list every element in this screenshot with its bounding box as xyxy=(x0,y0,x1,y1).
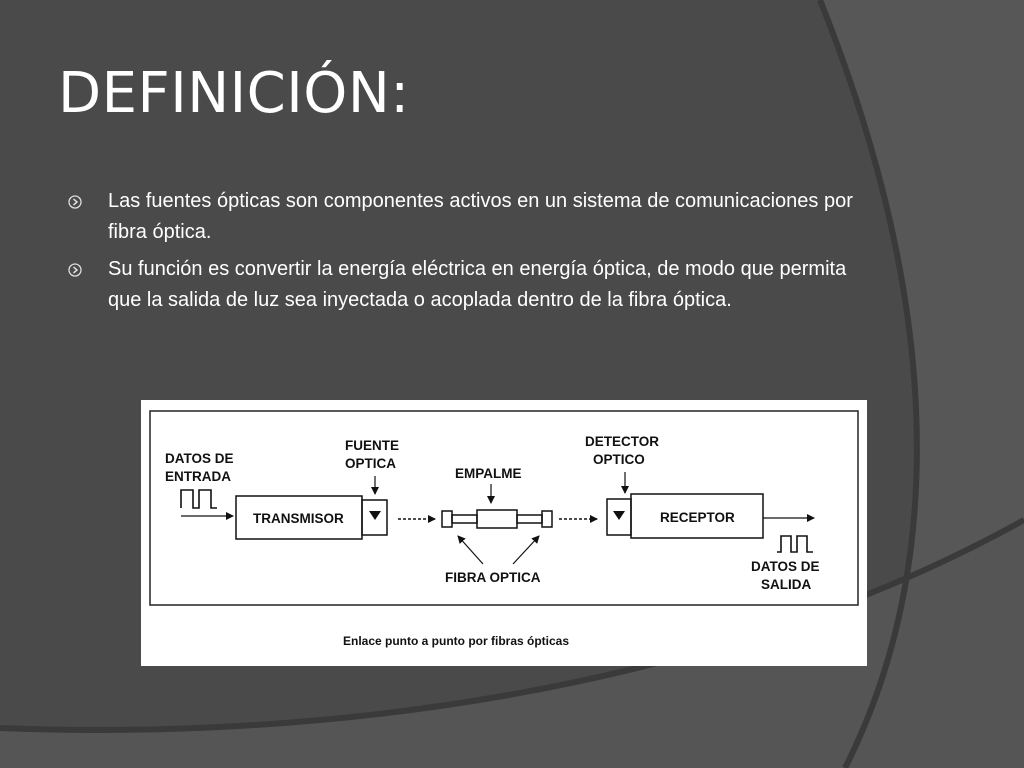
svg-text:FUENTE xyxy=(345,438,399,453)
svg-text:EMPALME xyxy=(455,466,522,481)
bullet-item xyxy=(68,254,858,316)
label-empalme: EMPALME xyxy=(455,466,522,481)
led-icon xyxy=(369,511,381,520)
fiber-link-diagram xyxy=(141,400,867,666)
label-datos-entrada-1: DATOS DE xyxy=(165,451,234,466)
bullet-text: Las fuentes ópticas son componentes activos en un sistema de comunicaciones por fibra óptica. xyxy=(108,190,853,243)
label-datos-entrada-2: ENTRADA xyxy=(165,469,231,484)
bullet-item xyxy=(68,186,858,248)
bullet-list xyxy=(68,186,858,322)
svg-text:OPTICA xyxy=(345,456,396,471)
label-datos-salida-2: SALIDA xyxy=(761,577,812,592)
svg-text:Enlace punto a punto por fibra xyxy=(343,634,569,648)
label-datos-salida-1: DATOS DE xyxy=(751,559,820,574)
slide-title: DEFINICIÓN: xyxy=(58,61,410,126)
svg-text:FIBRA OPTICA xyxy=(445,570,541,585)
label-receptor: RECEPTOR xyxy=(660,510,735,525)
label-detector-optico-1: DETECTOR xyxy=(585,434,660,449)
label-fibra-optica: FIBRA OPTICA xyxy=(445,570,541,585)
diagram-caption: Enlace punto a punto por fibras ópticas xyxy=(343,634,570,648)
svg-text:DATOS DE xyxy=(165,451,234,466)
label-detector-optico-2: OPTICO xyxy=(593,452,645,467)
svg-text:RECEPTOR xyxy=(660,510,735,525)
label-fuente-optica-1: FUENTE xyxy=(345,438,399,453)
bullet-text: Su función es convertir la energía eléctrica en energía óptica, de modo que permita que la salida de luz sea inyectada o acoplada dentro de la fibra óptica. xyxy=(108,258,847,311)
input-pulse-icon xyxy=(181,490,217,508)
circle-chevron-icon xyxy=(68,263,82,277)
svg-text:TRANSMISOR xyxy=(253,511,344,526)
label-fuente-optica-2: OPTICA xyxy=(345,456,397,471)
fiber-cable xyxy=(442,510,552,528)
svg-text:SALIDA xyxy=(761,577,812,592)
circle-chevron-icon xyxy=(68,195,82,209)
svg-text:ENTRADA xyxy=(165,469,231,484)
diagram-svg xyxy=(141,400,867,666)
svg-text:DATOS DE xyxy=(751,559,820,574)
svg-text:DETECTOR xyxy=(585,434,659,449)
output-pulse-icon xyxy=(777,536,813,552)
photodiode-icon xyxy=(613,511,625,520)
label-transmisor: TRANSMISOR xyxy=(253,511,344,526)
svg-text:OPTICO xyxy=(593,452,645,467)
